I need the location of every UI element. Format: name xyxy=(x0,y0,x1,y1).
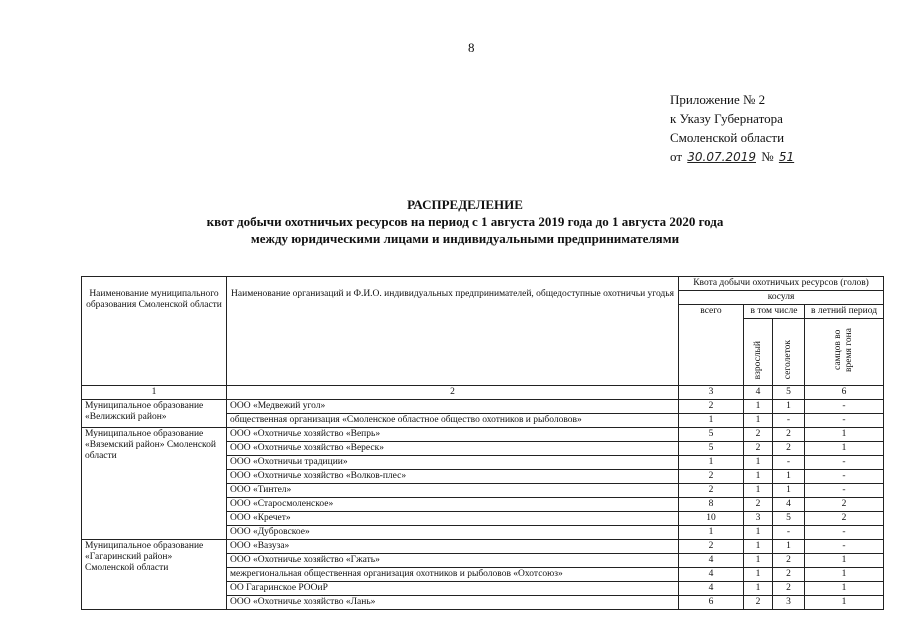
summer-cell: 1 xyxy=(805,554,884,568)
summer-cell: - xyxy=(805,484,884,498)
adult-cell: 1 xyxy=(744,414,773,428)
yearling-cell: 1 xyxy=(773,470,805,484)
title-line1: РАСПРЕДЕЛЕНИЕ xyxy=(407,197,523,212)
table-row xyxy=(82,540,884,554)
title-line3: между юридическими лицами и индивидуальными предпринимателями xyxy=(250,231,680,246)
adult-cell: 1 xyxy=(744,568,773,582)
summer-cell: 1 xyxy=(805,442,884,456)
total-cell: 6 xyxy=(679,596,744,610)
summer-cell: - xyxy=(805,400,884,414)
yearling-cell: 2 xyxy=(773,442,805,456)
header-municipality: Наименование муниципального образования Смоленской области xyxy=(82,277,227,386)
total-cell: 5 xyxy=(679,442,744,456)
adult-cell: 2 xyxy=(744,442,773,456)
adult-cell: 1 xyxy=(744,456,773,470)
yearling-cell: 1 xyxy=(773,400,805,414)
header-summer: в летний период xyxy=(805,305,884,319)
yearling-cell: - xyxy=(773,456,805,470)
header-incl: в том числе xyxy=(744,305,805,319)
yearling-cell: 2 xyxy=(773,582,805,596)
summer-cell: 1 xyxy=(805,568,884,582)
yearling-cell: 2 xyxy=(773,568,805,582)
summer-cell: - xyxy=(805,540,884,554)
municipality-cell: Муниципальное образование «Велижский район» xyxy=(82,400,227,428)
organization-cell: ООО «Охотничье хозяйство «Вереск» xyxy=(227,442,679,456)
appendix-line3: Смоленской области xyxy=(670,130,785,145)
total-cell: 1 xyxy=(679,414,744,428)
table-row xyxy=(82,400,884,414)
organization-cell: общественная организация «Смоленское областное общество охотников и рыболовов» xyxy=(227,414,679,428)
yearling-cell: 5 xyxy=(773,512,805,526)
handwritten-date: 30.07.2019 xyxy=(687,150,756,164)
summer-cell: - xyxy=(805,414,884,428)
appendix-line1: Приложение № 2 xyxy=(670,92,766,107)
col-number: 5 xyxy=(773,386,805,400)
column-number-row xyxy=(82,386,884,400)
header-species: косуля xyxy=(679,291,884,305)
summer-cell: 1 xyxy=(805,596,884,610)
summer-cell: - xyxy=(805,526,884,540)
organization-cell: ОО Гагаринское РООиР xyxy=(227,582,679,596)
total-cell: 5 xyxy=(679,428,744,442)
yearling-cell: 4 xyxy=(773,498,805,512)
number-prefix: № xyxy=(761,149,774,164)
adult-cell: 2 xyxy=(744,596,773,610)
quota-table xyxy=(81,276,884,610)
appendix-line2: к Указу Губернатора xyxy=(670,111,783,126)
col-number: 4 xyxy=(744,386,773,400)
total-cell: 4 xyxy=(679,568,744,582)
table-row xyxy=(82,428,884,442)
municipality-cell: Муниципальное образование «Вяземский район» Смоленской области xyxy=(82,428,227,540)
col-number: 2 xyxy=(227,386,679,400)
total-cell: 2 xyxy=(679,540,744,554)
col-number: 3 xyxy=(679,386,744,400)
page-number: 8 xyxy=(468,40,475,55)
adult-cell: 1 xyxy=(744,470,773,484)
header-adult: взрослый xyxy=(744,319,773,386)
total-cell: 1 xyxy=(679,456,744,470)
organization-cell: ООО «Вазуза» xyxy=(227,540,679,554)
adult-cell: 1 xyxy=(744,526,773,540)
handwritten-number: 51 xyxy=(778,150,795,164)
organization-cell: ООО «Дубровское» xyxy=(227,526,679,540)
total-cell: 4 xyxy=(679,582,744,596)
organization-cell: межрегиональная общественная организация охотников и рыболовов «Охотсоюз» xyxy=(227,568,679,582)
adult-cell: 1 xyxy=(744,484,773,498)
date-prefix: от xyxy=(670,149,683,164)
organization-cell: ООО «Охотничье хозяйство «Гжать» xyxy=(227,554,679,568)
organization-cell: ООО «Старосмоленское» xyxy=(227,498,679,512)
total-cell: 1 xyxy=(679,526,744,540)
organization-cell: ООО «Тинтел» xyxy=(227,484,679,498)
adult-cell: 1 xyxy=(744,554,773,568)
adult-cell: 1 xyxy=(744,582,773,596)
header-organization: Наименование организаций и Ф.И.О. индивидуальных предпринимателей, общедоступные охотничьи угодья xyxy=(227,277,679,386)
organization-cell: ООО «Кречет» xyxy=(227,512,679,526)
summer-cell: - xyxy=(805,456,884,470)
yearling-cell: 1 xyxy=(773,540,805,554)
adult-cell: 2 xyxy=(744,498,773,512)
appendix-date-line xyxy=(670,147,796,167)
summer-cell: 1 xyxy=(805,582,884,596)
header-quota: Квота добычи охотничьих ресурсов (голов) xyxy=(679,277,884,291)
total-cell: 4 xyxy=(679,554,744,568)
total-cell: 10 xyxy=(679,512,744,526)
adult-cell: 2 xyxy=(744,428,773,442)
summer-cell: 2 xyxy=(805,512,884,526)
total-cell: 8 xyxy=(679,498,744,512)
header-yearling: сеголеток xyxy=(773,319,805,386)
document-title xyxy=(60,196,870,247)
total-cell: 2 xyxy=(679,470,744,484)
summer-cell: 1 xyxy=(805,428,884,442)
total-cell: 2 xyxy=(679,484,744,498)
summer-cell: 2 xyxy=(805,498,884,512)
yearling-cell: 2 xyxy=(773,554,805,568)
col-number: 6 xyxy=(805,386,884,400)
summer-cell: - xyxy=(805,470,884,484)
appendix-block xyxy=(670,90,796,167)
adult-cell: 1 xyxy=(744,540,773,554)
yearling-cell: - xyxy=(773,414,805,428)
adult-cell: 3 xyxy=(744,512,773,526)
yearling-cell: 3 xyxy=(773,596,805,610)
total-cell: 2 xyxy=(679,400,744,414)
municipality-cell: Муниципальное образование «Гагаринский район» Смоленской области xyxy=(82,540,227,610)
organization-cell: ООО «Охотничье хозяйство «Вепрь» xyxy=(227,428,679,442)
organization-cell: ООО «Медвежий угол» xyxy=(227,400,679,414)
yearling-cell: 2 xyxy=(773,428,805,442)
header-total: всего xyxy=(679,305,744,386)
yearling-cell: 1 xyxy=(773,484,805,498)
organization-cell: ООО «Охотничье хозяйство «Лань» xyxy=(227,596,679,610)
header-males: самцов во время гона xyxy=(805,319,884,386)
col-number: 1 xyxy=(82,386,227,400)
organization-cell: ООО «Охотничье хозяйство «Волков-плес» xyxy=(227,470,679,484)
yearling-cell: - xyxy=(773,526,805,540)
title-line2: квот добычи охотничьих ресурсов на период с 1 августа 2019 года до 1 августа 2020 года xyxy=(206,214,724,229)
organization-cell: ООО «Охотничьи традиции» xyxy=(227,456,679,470)
adult-cell: 1 xyxy=(744,400,773,414)
